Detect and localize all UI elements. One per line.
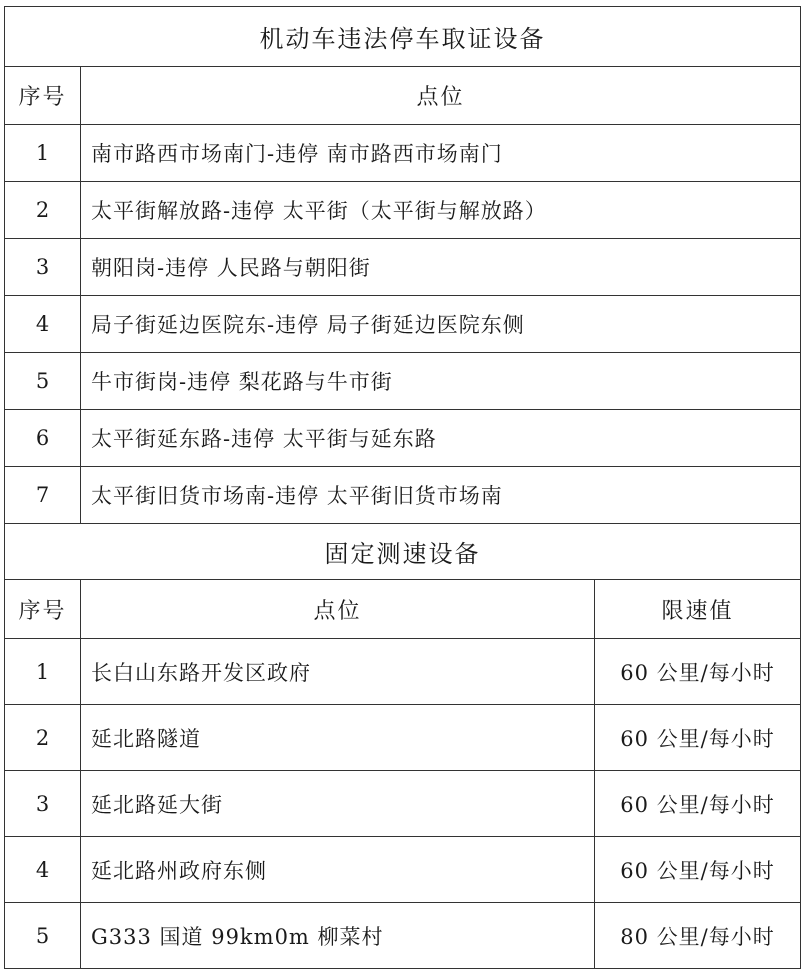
- table-row: [5, 182, 801, 239]
- row-index: 2: [5, 705, 81, 771]
- section1-title: 机动车违法停车取证设备: [5, 7, 801, 67]
- row-index: 1: [5, 125, 81, 182]
- row-location: 朝阳岗-违停 人民路与朝阳街: [81, 239, 801, 296]
- table-row: [5, 410, 801, 467]
- device-table: [4, 6, 801, 969]
- section2-header-index: 序号: [5, 580, 81, 639]
- section1-header-index: 序号: [5, 67, 81, 125]
- row-location: 牛市街岗-违停 梨花路与牛市街: [81, 353, 801, 410]
- section1-header-row: [5, 67, 801, 125]
- table-row: [5, 837, 801, 903]
- row-location: G333 国道 99km0m 柳菜村: [81, 903, 595, 969]
- row-index: 4: [5, 837, 81, 903]
- row-location: 太平街旧货市场南-违停 太平街旧货市场南: [81, 467, 801, 524]
- row-speed-limit: 80 公里/每小时: [595, 903, 801, 969]
- row-index: 5: [5, 903, 81, 969]
- row-speed-limit: 60 公里/每小时: [595, 639, 801, 705]
- section1-title-row: [5, 7, 801, 67]
- section2-header-row: [5, 580, 801, 639]
- table-row: [5, 296, 801, 353]
- row-index: 4: [5, 296, 81, 353]
- row-index: 3: [5, 239, 81, 296]
- table-row: [5, 771, 801, 837]
- table-row: [5, 467, 801, 524]
- row-location: 长白山东路开发区政府: [81, 639, 595, 705]
- table-row: [5, 353, 801, 410]
- section2-title: 固定测速设备: [5, 524, 801, 580]
- section2-header-speed-limit: 限速值: [595, 580, 801, 639]
- row-index: 2: [5, 182, 81, 239]
- table-row: [5, 239, 801, 296]
- table-row: [5, 125, 801, 182]
- row-location: 太平街延东路-违停 太平街与延东路: [81, 410, 801, 467]
- section1-header-location: 点位: [81, 67, 801, 125]
- row-location: 延北路隧道: [81, 705, 595, 771]
- row-speed-limit: 60 公里/每小时: [595, 837, 801, 903]
- section2-header-location: 点位: [81, 580, 595, 639]
- row-location: 南市路西市场南门-违停 南市路西市场南门: [81, 125, 801, 182]
- table-row: [5, 903, 801, 969]
- table-row: [5, 639, 801, 705]
- row-location: 太平街解放路-违停 太平街（太平街与解放路）: [81, 182, 801, 239]
- row-index: 1: [5, 639, 81, 705]
- row-location: 延北路延大街: [81, 771, 595, 837]
- row-speed-limit: 60 公里/每小时: [595, 771, 801, 837]
- row-speed-limit: 60 公里/每小时: [595, 705, 801, 771]
- row-index: 7: [5, 467, 81, 524]
- row-index: 6: [5, 410, 81, 467]
- section2-title-row: [5, 524, 801, 580]
- row-index: 5: [5, 353, 81, 410]
- row-index: 3: [5, 771, 81, 837]
- table-row: [5, 705, 801, 771]
- row-location: 局子街延边医院东-违停 局子街延边医院东侧: [81, 296, 801, 353]
- row-location: 延北路州政府东侧: [81, 837, 595, 903]
